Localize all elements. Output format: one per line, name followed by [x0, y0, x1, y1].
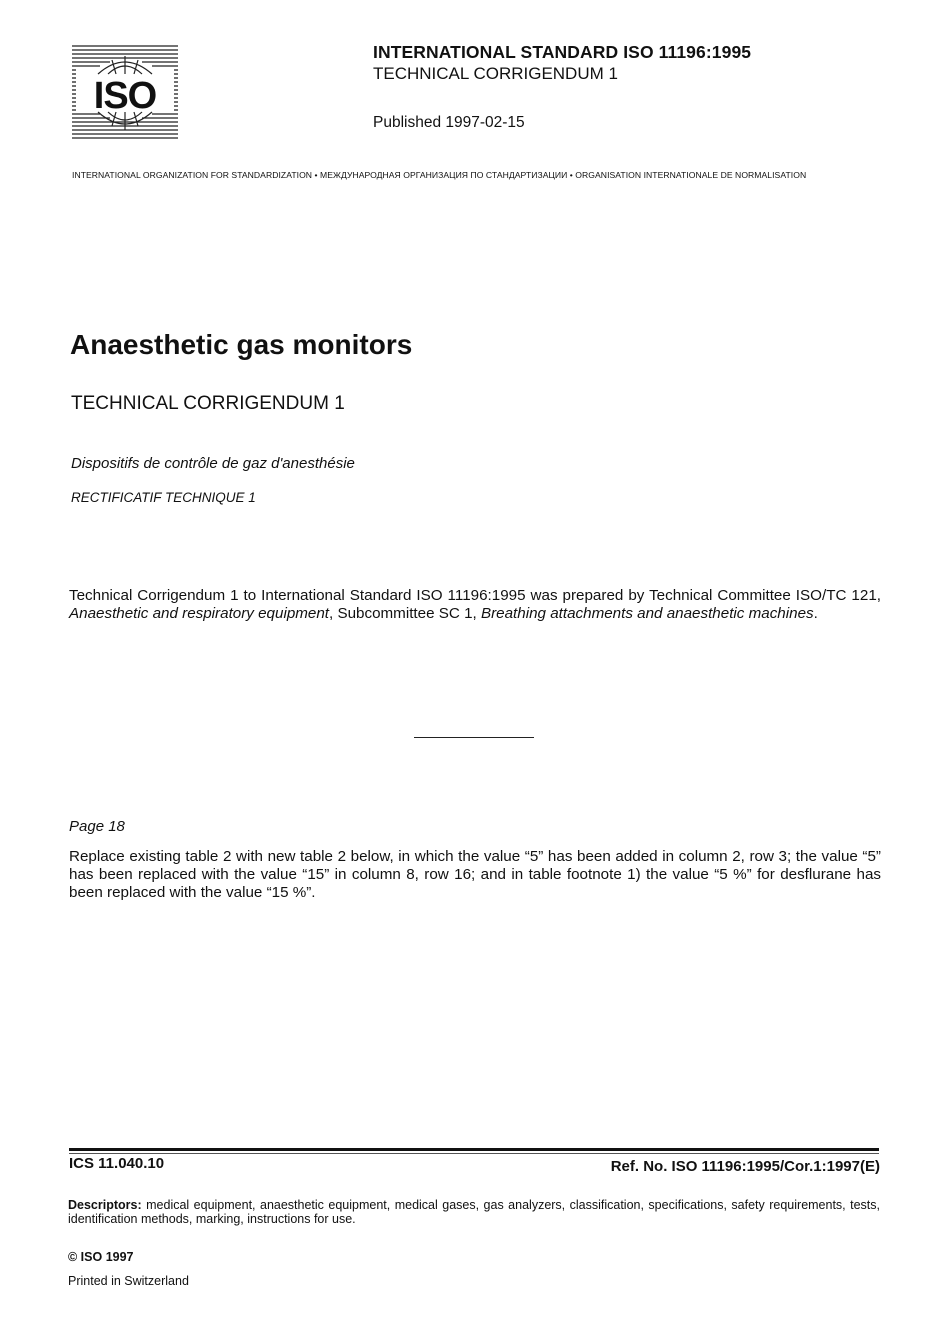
copyright: © ISO 1997 — [68, 1250, 134, 1264]
footer-rule — [69, 1148, 879, 1151]
reference-number: Ref. No. ISO 11196:1995/Cor.1:1997(E) — [610, 1158, 880, 1175]
footer-rule-thin — [69, 1153, 879, 1154]
committee-name: Anaesthetic and respiratory equipment — [69, 605, 330, 622]
standard-title: INTERNATIONAL STANDARD ISO 11196:1995 — [373, 42, 752, 62]
descriptors-text: medical equipment, anaesthetic equipment, medical gases, gas analyzers, classification, specifications, safety requirements, tests, identification methods, marking, instructions for use. — [68, 1198, 880, 1226]
correction-paragraph: Replace existing table 2 with new table 2 below, in which the value “5” has been added in column 2, row 3; the value “5” has been replaced with the value “15” in column 8, row 16; and in table footnote 1) the value “5 %” for desflurane has been replaced with the value “15 %”. — [69, 848, 881, 901]
subcommittee-name: Breathing attachments and anaesthetic machines — [480, 605, 814, 622]
descriptors — [68, 1198, 880, 1226]
standard-corrigendum: TECHNICAL CORRIGENDUM 1 — [373, 64, 618, 83]
ics-code: ICS 11.040.10 — [69, 1155, 165, 1172]
section-separator — [414, 737, 534, 738]
organization-line: INTERNATIONAL ORGANIZATION FOR STANDARDIZATION • МЕЖДУНАРОДНАЯ ОРГАНИЗАЦИЯ ПО СТАНДАРТИЗАЦИИ • ORGANISATION INTERNATIONALE DE NORMALISATION — [72, 170, 807, 180]
intro-text-2: , Subcommittee SC 1, — [329, 605, 481, 622]
page-reference: Page 18 — [69, 818, 125, 835]
intro-paragraph — [69, 587, 881, 623]
descriptors-label: Descriptors: — [68, 1198, 142, 1212]
intro-text-3: . — [813, 605, 818, 622]
published-date: Published 1997-02-15 — [373, 114, 525, 131]
document-subtitle: TECHNICAL CORRIGENDUM 1 — [71, 393, 345, 414]
french-subtitle: RECTIFICATIF TECHNIQUE 1 — [71, 490, 256, 505]
french-title: Dispositifs de contrôle de gaz d'anesthésie — [71, 455, 355, 472]
iso-logo — [72, 44, 178, 144]
printed-location: Printed in Switzerland — [68, 1274, 189, 1288]
document-title: Anaesthetic gas monitors — [70, 329, 413, 360]
intro-text-1: Technical Corrigendum 1 to International Standard ISO 11196:1995 was prepared by Technical Committee ISO/TC 121, — [69, 587, 881, 604]
iso-logo-text: ISO — [93, 75, 157, 117]
